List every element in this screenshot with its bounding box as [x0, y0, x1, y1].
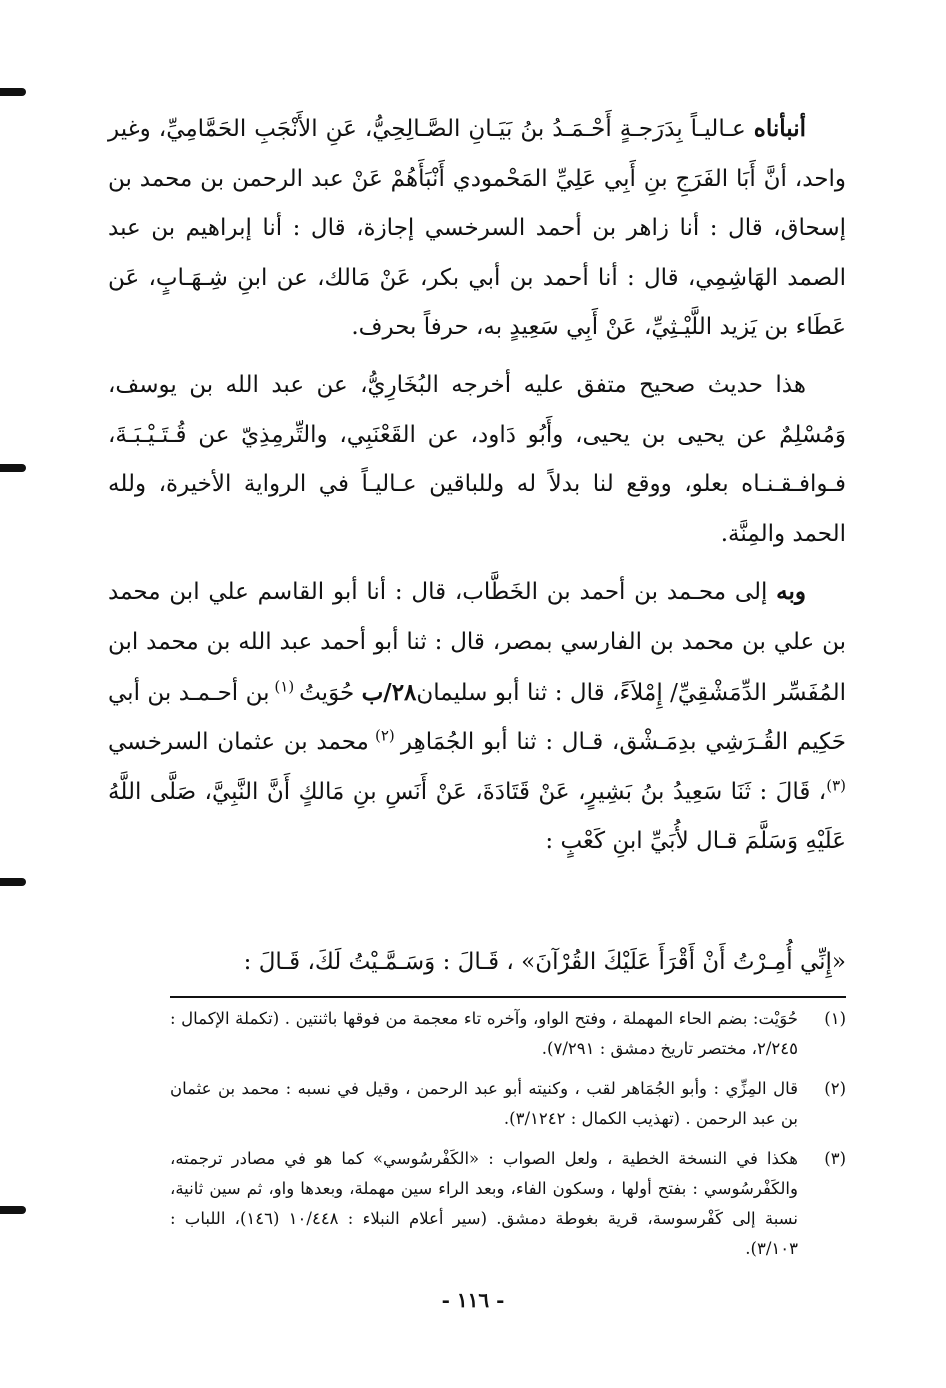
margin-mark: [0, 464, 26, 472]
hadith-quote-line: «إِنِّي أُمِـرْتُ أَنْ أَقْرَأَ عَلَيْكَ القُرْآنَ» ، قَـالَ : وَسَـمَّـيْتُ لَكَ، قَـالَ :: [243, 949, 846, 975]
footnote: [170, 1144, 846, 1264]
footnote-ref: (٣): [826, 776, 846, 795]
margin-mark: [0, 1206, 26, 1214]
paragraph-text: محمد بن عثمان السرخسي: [108, 729, 369, 756]
paragraph-text: بن أحـمـد بن أبي حَكِيم القُـرَشِي بدِمَـشْق، قـال : ثنا أبو الجُمَاهِر: [108, 679, 846, 756]
paragraph-lead-word: أنبأناه: [753, 115, 806, 142]
paragraph-text: ، قَالَ : ثَنَا سَعِيدُ بنُ بَشِيرٍ، عَنْ قَتَادَةَ، عَنْ أَنَسِ بنِ مَالكٍ أَنَّ النَّبِيَّ، صَلَّى اللَّهُ عَلَيْهِ وَسَلَّمَ قـال لأُبَيِّ ابنِ كَعْبٍ :: [108, 778, 846, 855]
footnote: [170, 1004, 846, 1064]
paragraph-text: حُوَيتُ: [299, 679, 362, 706]
margin-mark: [0, 88, 26, 96]
paragraph-text: عـاليـاً بِدَرَجـةٍ أَحْـمَـدُ بنُ بَيَـانِ الصَّـالِحِيُّ، عَنِ الأَنْجَبِ الحَمَّامِيِّ، وغير واحد، أنَّ أَبَا الفَرَجِ بنِ أَبِي عَلِيِّ المَحْمودي أَنْبَأَهُمْ عَنْ عبد الرحمن بن محمد بن إسحاق، قال : أنا زاهر بن أحمد السرخسي إجازة، قال : أنا إبراهيم بن عبد الصمد الهَاشِمِي، قال : أنا أحمد بن أبي بكر، عَنْ مَالك، عن ابنِ شِـهَـابٍ، عَن عَطَاء بن يَزيد اللَّيْـثِيِّ، عَنْ أَبِي سَعِيدٍ به، حرفاً بحرف.: [108, 116, 846, 341]
footnote: [170, 1074, 846, 1134]
paragraph-chain-of-narration: [108, 104, 846, 353]
footnote-text: حُوَيْت: بضم الحاء المهملة ، وفتح الواو، وآخره تاء معجمة من فوقها باثنتين . (تكملة الإكمال : ٢/٢٤٥، مختصر تاريخ دمشق : ٧/٢٩١).: [170, 1009, 798, 1058]
footnote-ref: (١): [269, 676, 300, 695]
footnotes: [170, 1004, 846, 1274]
paragraph-text: إلى محـمد بن أحمد بن الخَطَّاب، قال : أنا أبو القاسم علي ابن محمد بن علي بن محمد بن الفارسي بمصر، قال : ثنا أبو أحمد عبد الله بن محمد ابن المُفَسِّر الدِّمَشْقِيِّ/ إِمْلاَءً، قال : ثنا أبو سليمان: [108, 579, 847, 706]
paragraph-second-chain: [108, 567, 846, 867]
footnote-ref: (٢): [368, 726, 401, 745]
paragraph-lead-word: وبه: [776, 578, 806, 606]
paragraph-commentary: [108, 361, 846, 559]
footnote-text: هكذا في النسخة الخطية ، ولعل الصواب : «الكَفْرسُوسي» كما هو في مصادر ترجمته، والكَفْرسُوسي : بفتح أولها ، وسكون الفاء، وبعد الراء سين مهملة، وبعدها واو، ثم سين ثانية، نسبة إلى كَفْرسوسة، قرية بغوطة دمشق. (سير أعلام النبلاء : ١٠/٤٤٨ (١٤٦)، اللباب : ٣/١٠٣).: [170, 1149, 798, 1258]
main-text: [108, 104, 846, 875]
footnote-divider: [170, 996, 846, 998]
paragraph-text: هذا حديث صحيح متفق عليه أخرجه البُخَارِيُّ، عن عبد الله بن يوسف، وَمُسْلِمٌ عن يحيى بن يحيى، وأَبُو دَاود، عن القَعْنَبِي، والتِّرمِذِيّ عن قُـتَـيْـبَـةَ، فـوافـقـنـاه بعلو، ووقع لنا بدلاً له وللباقين عـاليـاً في الرواية الأخيرة، ولله الحمد والمِنَّة.: [108, 371, 846, 547]
manuscript-folio-ref: ٢٨/ب: [361, 678, 417, 706]
page-number: - ١١٦ -: [441, 1288, 505, 1312]
footnote-text: قال المِزِّي : وأبو الجُمَاهر لقب ، وكنيته أبو عبد الرحمن ، وقيل في نسبه : محمد بن عثمان بن عبد الرحمن . (تهذيب الكمال : ٣/١٢٤٢).: [170, 1079, 798, 1128]
footnote-number: (١): [824, 1009, 846, 1028]
footnote-number: (٣): [824, 1149, 846, 1168]
margin-mark: [0, 878, 26, 886]
footnote-number: (٢): [824, 1079, 846, 1098]
